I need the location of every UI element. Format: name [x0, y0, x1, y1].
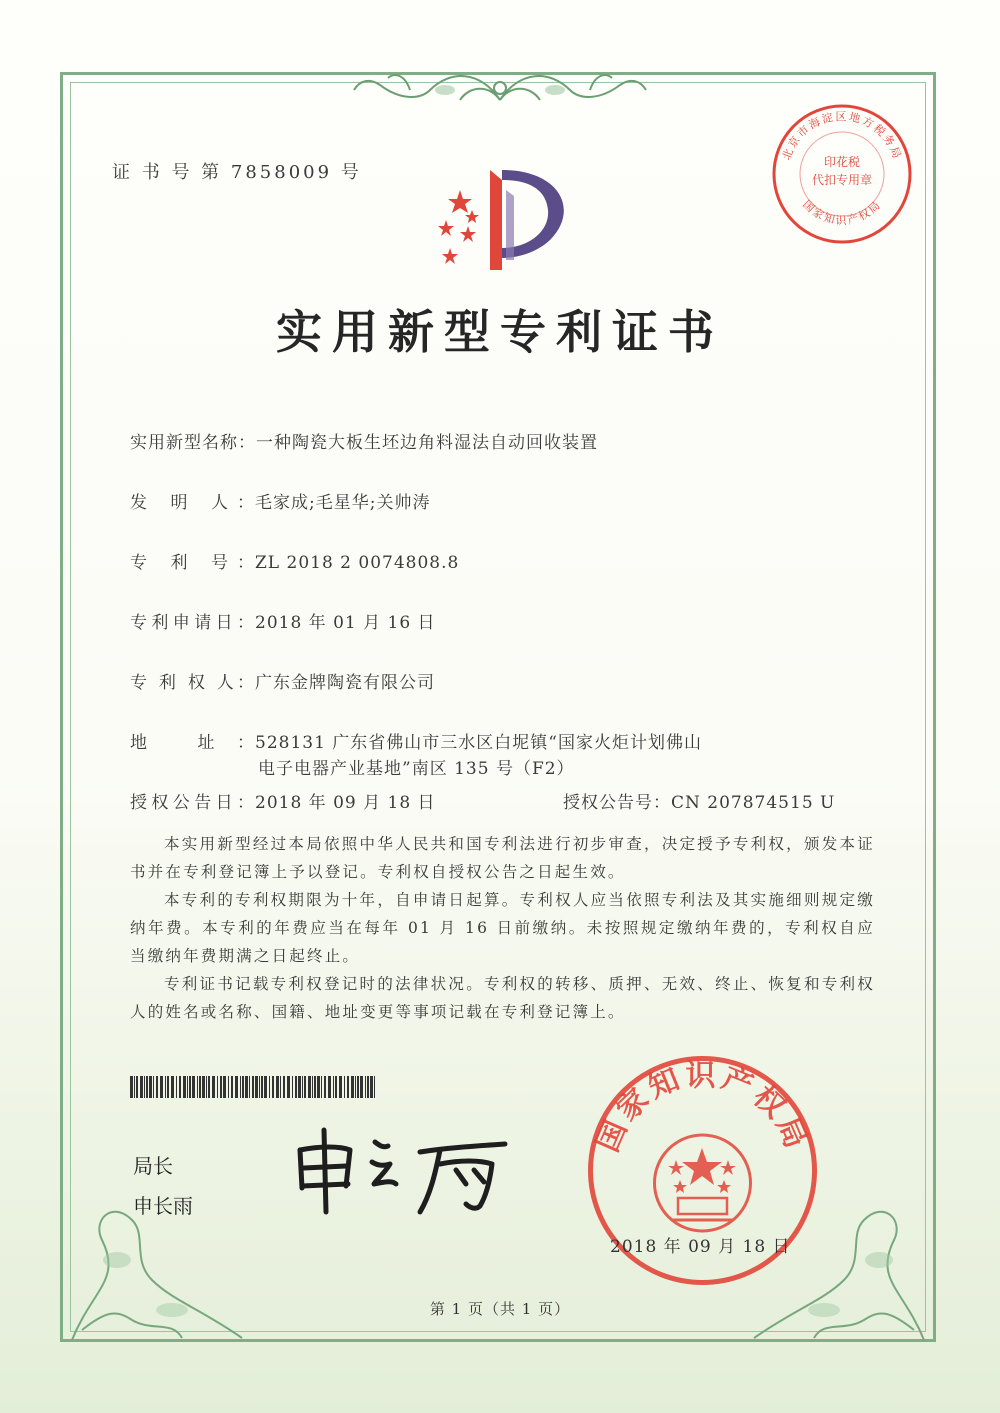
top-ornament-icon — [350, 60, 650, 120]
barcode-bar — [295, 1076, 297, 1098]
barcode-bar — [259, 1076, 260, 1098]
patentee-value: 广东金牌陶瓷有限公司 — [255, 673, 435, 693]
inventor-row — [130, 488, 430, 513]
barcode-bar — [231, 1076, 233, 1098]
director-title: 局长 — [133, 1154, 173, 1178]
tax-stamp-icon — [768, 100, 916, 248]
barcode-bar — [328, 1076, 331, 1098]
tax-stamp-inner-line1: 印花税 — [823, 155, 861, 169]
barcode-bar — [245, 1076, 248, 1098]
statement-paragraph-2: 本专利的专利权期限为十年，自申请日起算。专利权人应当依照专利法及其实施细则规定缴纳年费。本专利的年费应当在每年 01 月 16 日前缴纳。未按照规定缴纳年费的，专利权自应当缴纳年费期满之日起终止。 — [130, 891, 875, 965]
barcode-bar — [344, 1076, 345, 1098]
barcode-bar — [264, 1076, 267, 1098]
filing-date-value: 2018 年 01 月 16 日 — [255, 613, 436, 633]
barcode-bar — [321, 1076, 322, 1098]
barcode-bar — [242, 1076, 244, 1098]
barcode-bar — [136, 1076, 138, 1098]
barcode-bar — [355, 1076, 356, 1098]
barcode-bar — [314, 1076, 316, 1098]
barcode-bar — [308, 1076, 311, 1098]
tax-stamp-inner-line2: 代扣专用章 — [811, 173, 873, 187]
patent-number-value: ZL 2018 2 0074808.8 — [255, 553, 460, 573]
patent-office-logo-icon — [420, 150, 590, 280]
certificate-number: 证 书 号 第 7858009 号 — [112, 162, 362, 183]
issue-date: 2018 年 09 月 18 日 — [610, 1237, 791, 1257]
svg-text:国家知识产权局 — [590, 1058, 814, 1157]
inventor-label: 发 明 人： — [130, 493, 255, 513]
inventor-value: 毛家成;毛星华;关帅涛 — [255, 493, 431, 513]
barcode-bar — [187, 1076, 188, 1098]
barcode-bar — [370, 1076, 373, 1098]
barcode-bar — [374, 1076, 375, 1098]
barcode-bar — [298, 1076, 301, 1098]
director-signature-icon — [280, 1120, 520, 1220]
barcode-bar — [252, 1076, 254, 1098]
grant-number-value: CN 207874515 U — [671, 793, 836, 813]
barcode-bar — [199, 1076, 201, 1098]
patent-number-row — [130, 548, 459, 573]
barcode-bar — [324, 1076, 326, 1098]
address-label: 地 址： — [130, 733, 255, 753]
filing-date-label: 专利申请日： — [130, 613, 255, 633]
seal-text: 国家知识产权局 — [590, 1058, 815, 1158]
barcode-bar — [179, 1076, 181, 1098]
barcode-bar — [192, 1076, 195, 1098]
patentee-row — [130, 668, 435, 693]
barcode-bar — [183, 1076, 186, 1098]
svg-text:北京市海淀区地方税务局 — [780, 109, 904, 162]
barcode-bar — [269, 1076, 270, 1098]
barcode-bar — [255, 1076, 258, 1098]
barcode-bar — [189, 1076, 191, 1098]
barcode-bar — [149, 1076, 152, 1098]
grant-date-label: 授权公告日： — [130, 793, 255, 813]
barcode-bar — [347, 1076, 349, 1098]
address-row — [130, 728, 702, 753]
barcode-bar — [171, 1076, 174, 1098]
grant-date-row — [130, 788, 436, 813]
barcode-bar — [176, 1076, 177, 1098]
address-line-1: 528131 广东省佛山市三水区白坭镇“国家火炬计划佛山 — [255, 733, 702, 753]
barcode-bar — [317, 1076, 320, 1098]
barcode-bar — [197, 1076, 198, 1098]
barcode-bar — [228, 1076, 229, 1098]
barcode-bar — [212, 1076, 215, 1098]
grant-number-row — [563, 788, 835, 813]
barcode-bar — [283, 1076, 285, 1098]
barcode-bar — [146, 1076, 148, 1098]
patent-number-label: 专 利 号： — [130, 553, 255, 573]
utility-model-name-label: 实用新型名称： — [130, 433, 256, 453]
barcode-bar — [220, 1076, 222, 1098]
barcode-bar — [134, 1076, 135, 1098]
patentee-label: 专 利 权 人： — [130, 673, 255, 693]
barcode-bar — [357, 1076, 359, 1098]
barcode-bar — [130, 1076, 133, 1098]
barcode-bar — [261, 1076, 263, 1098]
barcode-bar — [235, 1076, 238, 1098]
barcode-bar — [333, 1076, 334, 1098]
barcode-bar — [351, 1076, 354, 1098]
barcode-bar — [249, 1076, 250, 1098]
certificate-title: 实用新型专利证书 — [276, 305, 724, 359]
svg-text:国家知识产权局 — [800, 198, 884, 227]
barcode-bar — [165, 1076, 166, 1098]
barcode-bar — [206, 1076, 207, 1098]
utility-model-name-value: 一种陶瓷大板生坯边角料湿法自动回收装置 — [256, 433, 598, 453]
barcode-bar — [240, 1076, 241, 1098]
statement-paragraph-3: 专利证书记载专利权登记时的法律状况。专利权的转移、质押、无效、终止、恢复和专利权人的姓名或名称、国籍、地址变更等事项记载在专利登记簿上。 — [130, 975, 875, 1021]
barcode-bar — [208, 1076, 210, 1098]
barcode-bar — [335, 1076, 337, 1098]
barcode-bar — [153, 1076, 154, 1098]
barcode-bar — [287, 1076, 290, 1098]
barcode-bar — [272, 1076, 274, 1098]
grant-number-label: 授权公告号： — [563, 793, 671, 813]
barcode-bar — [202, 1076, 205, 1098]
barcode-bar — [339, 1076, 342, 1098]
statement-paragraph-1: 本实用新型经过本局依照中华人民共和国专利法进行初步审查，决定授予专利权，颁发本证书并在专利登记簿上予以登记。专利权自授权公告之日起生效。 — [130, 835, 875, 881]
barcode-bar — [304, 1076, 306, 1098]
barcode-bar — [360, 1076, 363, 1098]
barcode-bar — [292, 1076, 293, 1098]
grant-date-value: 2018 年 09 月 18 日 — [255, 793, 436, 813]
barcode-bar — [160, 1076, 163, 1098]
address-line-2: 电子电器产业基地”南区 135 号（F2） — [258, 759, 575, 779]
barcode-bar — [156, 1076, 158, 1098]
barcode-icon — [130, 1076, 378, 1098]
barcode-bar — [144, 1076, 145, 1098]
barcode-bar — [365, 1076, 366, 1098]
barcode-bar — [167, 1076, 169, 1098]
barcode-bar — [312, 1076, 313, 1098]
barcode-bar — [140, 1076, 143, 1098]
barcode-bar — [280, 1076, 281, 1098]
utility-model-name-row — [130, 428, 598, 453]
page-number: 第 1 页（共 1 页） — [429, 1300, 571, 1318]
barcode-bar — [367, 1076, 369, 1098]
barcode-bar — [302, 1076, 303, 1098]
director-name: 申长雨 — [133, 1194, 193, 1218]
tax-stamp-outer-text: 北京市海淀区地方税务局 — [779, 110, 905, 162]
barcode-bar — [217, 1076, 218, 1098]
barcode-bar — [223, 1076, 226, 1098]
filing-date-row — [130, 608, 436, 633]
tax-stamp-bottom-text: 国家知识产权局 — [800, 197, 884, 227]
barcode-bar — [276, 1076, 279, 1098]
